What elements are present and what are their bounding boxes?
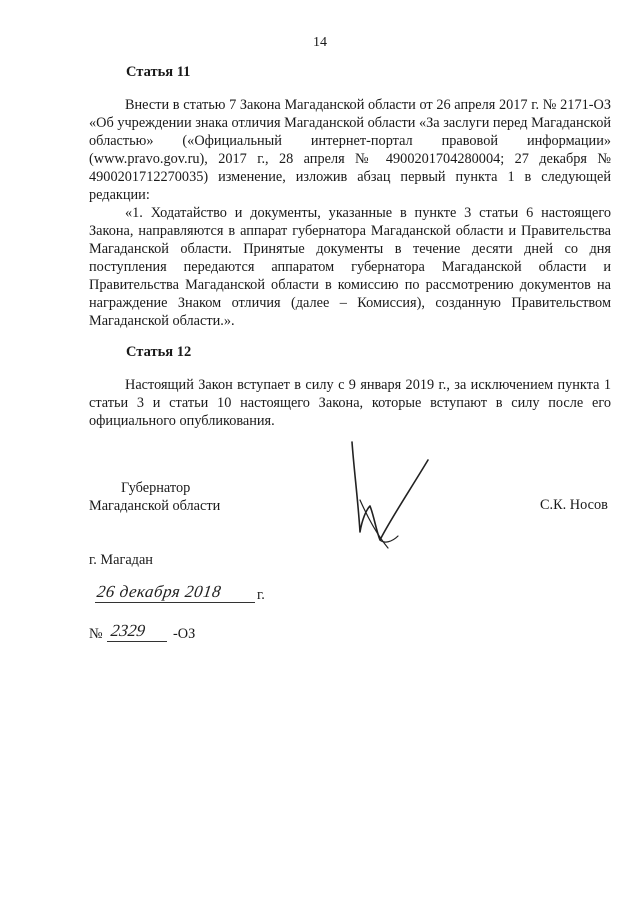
article-11-paragraph-2: «1. Ходатайство и документы, указанные в пункте 3 статьи 6 настоящего Закона, направляются в аппарат губернатора Магаданской области и Правительства Магаданской области. Принятые документы в течение десяти дней со дня поступления передаются аппаратом губернатора Магаданской области и Правительства Магаданской области в комиссию по рассмотрению документов на награждение Знаком отличия (далее – Комиссия), созданную Правительством Магаданской области.». [89, 205, 611, 329]
law-number-prefix: № [89, 626, 103, 642]
date-underline [95, 602, 255, 603]
handwritten-signature [340, 440, 450, 555]
article-11-paragraph-1: Внести в статью 7 Закона Магаданской области от 26 апреля 2017 г. № 2171-ОЗ «Об учреждении знака отличия Магаданской области «За заслуги перед Магаданской областью» («Официальный интернет-портал правовой информации» (www.pravo.gov.ru), 2017 г., 28 апреля № 4900201704280004; 27 декабря № 4900201712270035) изменение, изложив абзац первый пункта 1 в следующей редакции: [89, 97, 611, 203]
article-11-heading: Статья 11 [126, 64, 191, 80]
signing-date-handwritten: 26 декабря 2018 [95, 582, 223, 601]
signatory-title [89, 479, 220, 515]
page-number: 14 [313, 35, 327, 50]
signatory-title-line-2: Магаданской области [89, 498, 221, 514]
signing-date [89, 583, 269, 605]
law-number-handwritten: 2329 [109, 621, 147, 640]
signing-city: г. Магадан [89, 552, 153, 568]
law-number [89, 622, 269, 644]
signatory-name: С.К. Носов [540, 497, 608, 513]
signing-date-suffix: г. [257, 587, 265, 603]
law-number-suffix: -ОЗ [173, 626, 196, 642]
article-12-paragraph-1: Настоящий Закон вступает в силу с 9 января 2019 г., за исключением пункта 1 статьи 3 и статьи 10 настоящего Закона, которые вступают в силу после его официального опубликования. [89, 377, 611, 429]
article-12-heading: Статья 12 [126, 344, 192, 360]
signatory-title-line-1: Губернатор [121, 480, 191, 496]
number-underline [107, 641, 167, 642]
